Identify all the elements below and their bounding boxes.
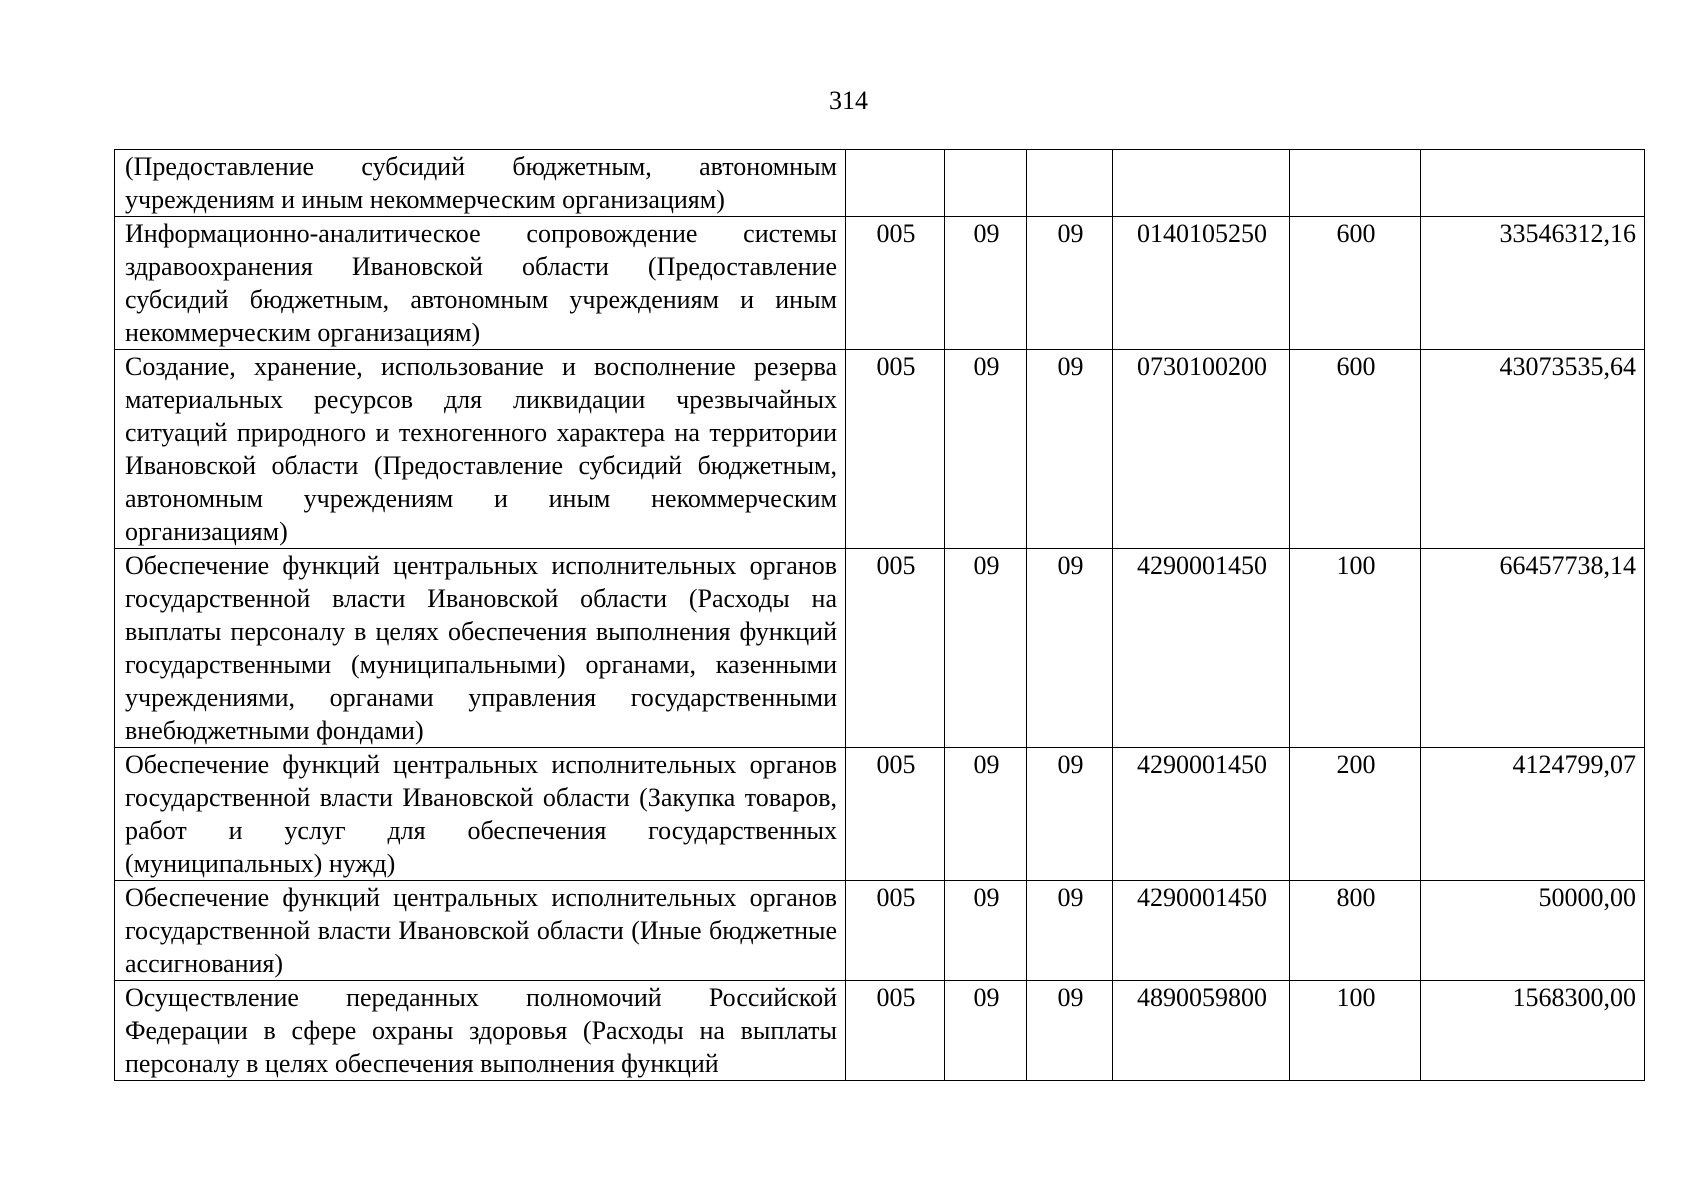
row-amount: 1568300,00 <box>1421 981 1645 1081</box>
table-row <box>115 881 1645 981</box>
table-row <box>115 748 1645 881</box>
row-description: Обеспечение функций центральных исполнительных органов государственной власти Ивановской области (Закупка товаров, работ и услуг для обеспечения государственных (муниципальных) нужд) <box>115 748 846 881</box>
row-expense-type-code <box>1290 150 1421 217</box>
row-target-article-code: 0730100200 <box>1113 350 1290 549</box>
table-row <box>115 217 1645 350</box>
row-target-article-code: 4290001450 <box>1113 549 1290 748</box>
row-section-code: 09 <box>945 981 1027 1081</box>
budget-table <box>114 149 1645 1081</box>
row-section-code: 09 <box>945 549 1027 748</box>
row-grbs-code: 005 <box>846 748 945 881</box>
table-row <box>115 350 1645 549</box>
row-expense-type-code: 100 <box>1290 549 1421 748</box>
row-expense-type-code: 100 <box>1290 981 1421 1081</box>
row-description: (Предоставление субсидий бюджетным, автономным учреждениям и иным некоммерческим организациям) <box>115 150 846 217</box>
row-section-code: 09 <box>945 748 1027 881</box>
row-amount: 66457738,14 <box>1421 549 1645 748</box>
row-grbs-code: 005 <box>846 549 945 748</box>
row-target-article-code: 4890059800 <box>1113 981 1290 1081</box>
row-target-article-code <box>1113 150 1290 217</box>
row-amount <box>1421 150 1645 217</box>
table-row <box>115 549 1645 748</box>
row-subsection-code: 09 <box>1027 981 1113 1081</box>
row-description: Создание, хранение, использование и восполнение резерва материальных ресурсов для ликвидации чрезвычайных ситуаций природного и техногенного характера на территории Ивановской области (Предоставление субсидий бюджетным, автономным учреждениям и иным некоммерческим организациям) <box>115 350 846 549</box>
row-grbs-code: 005 <box>846 981 945 1081</box>
row-expense-type-code: 600 <box>1290 217 1421 350</box>
row-description: Обеспечение функций центральных исполнительных органов государственной власти Ивановской области (Расходы на выплаты персоналу в целях обеспечения выполнения функций государственными (муниципальными) органами, казенными учреждениями, органами управления государственными внебюджетными фондами) <box>115 549 846 748</box>
row-amount: 43073535,64 <box>1421 350 1645 549</box>
row-grbs-code: 005 <box>846 350 945 549</box>
row-section-code: 09 <box>945 881 1027 981</box>
row-grbs-code <box>846 150 945 217</box>
row-expense-type-code: 200 <box>1290 748 1421 881</box>
table-row <box>115 981 1645 1081</box>
row-description: Информационно-аналитическое сопровождение системы здравоохранения Ивановской области (Предоставление субсидий бюджетным, автономным учреждениям и иным некоммерческим организациям) <box>115 217 846 350</box>
row-section-code: 09 <box>945 217 1027 350</box>
row-subsection-code: 09 <box>1027 350 1113 549</box>
row-description: Осуществление переданных полномочий Российской Федерации в сфере охраны здоровья (Расходы на выплаты персоналу в целях обеспечения выполнения функций <box>115 981 846 1081</box>
row-description: Обеспечение функций центральных исполнительных органов государственной власти Ивановской области (Иные бюджетные ассигнования) <box>115 881 846 981</box>
row-grbs-code: 005 <box>846 881 945 981</box>
row-subsection-code: 09 <box>1027 549 1113 748</box>
table-row <box>115 150 1645 217</box>
page-number: 314 <box>829 86 868 115</box>
row-target-article-code: 0140105250 <box>1113 217 1290 350</box>
row-expense-type-code: 600 <box>1290 350 1421 549</box>
row-subsection-code: 09 <box>1027 748 1113 881</box>
row-section-code <box>945 150 1027 217</box>
row-subsection-code: 09 <box>1027 881 1113 981</box>
row-amount: 4124799,07 <box>1421 748 1645 881</box>
row-target-article-code: 4290001450 <box>1113 748 1290 881</box>
row-subsection-code: 09 <box>1027 217 1113 350</box>
row-amount: 50000,00 <box>1421 881 1645 981</box>
row-section-code: 09 <box>945 350 1027 549</box>
row-grbs-code: 005 <box>846 217 945 350</box>
row-target-article-code: 4290001450 <box>1113 881 1290 981</box>
row-expense-type-code: 800 <box>1290 881 1421 981</box>
row-subsection-code <box>1027 150 1113 217</box>
row-amount: 33546312,16 <box>1421 217 1645 350</box>
